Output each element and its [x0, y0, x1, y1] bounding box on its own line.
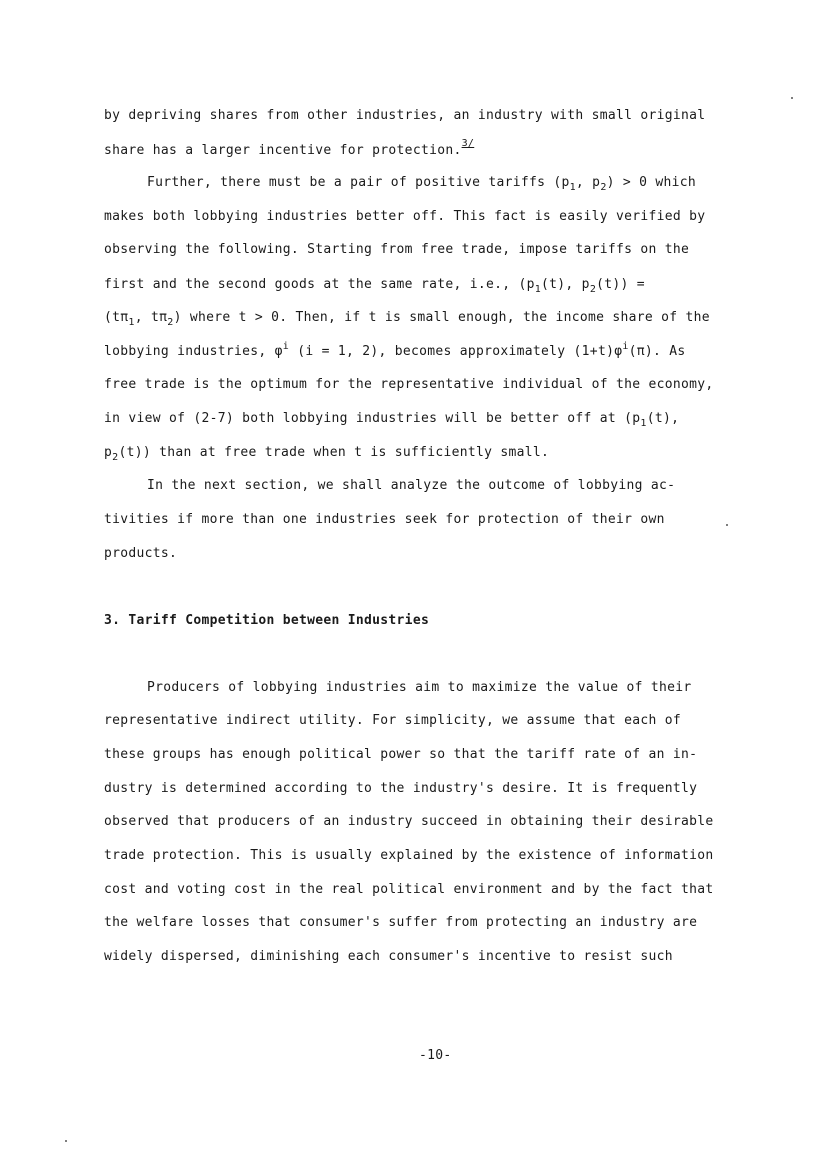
text-segment: , tπ	[134, 310, 168, 325]
p2-line5	[104, 310, 710, 326]
superscript: i	[622, 341, 629, 352]
text-segment: (i = 1, 2), becomes approximately (1+t)φ	[289, 344, 623, 359]
text-segment: (t),	[646, 411, 680, 426]
p4-line7: cost and voting cost in the real political environment and by the fact that	[104, 882, 714, 897]
text-segment: p	[104, 445, 113, 460]
p2-line7: free trade is the optimum for the representative individual of the economy,	[104, 377, 714, 392]
p3-line3: products.	[104, 546, 178, 561]
subscript: 2	[600, 182, 607, 193]
p3-line1: In the next section, we shall analyze the outcome of lobbying ac-	[147, 478, 676, 493]
p4-line3: these groups has enough political power so that the tariff rate of an in-	[104, 747, 698, 762]
text-segment: (t), p	[541, 277, 590, 292]
scan-speck	[726, 524, 728, 526]
p2-line6	[104, 341, 686, 360]
subscript: 1	[640, 418, 647, 429]
p4-line1: Producers of lobbying industries aim to maximize the value of their	[147, 680, 692, 695]
p3-line2: tivities if more than one industries seek for protection of their own	[104, 512, 665, 527]
p4-line8: the welfare losses that consumer's suffer from protecting an industry are	[104, 915, 698, 930]
subscript: 2	[167, 317, 174, 328]
section-heading: 3. Tariff Competition between Industries	[104, 613, 430, 628]
subscript: 2	[589, 284, 597, 295]
p2-line4	[104, 277, 645, 293]
scan-speck	[791, 97, 793, 99]
p4-line5: observed that producers of an industry succeed in obtaining their desirable	[104, 814, 714, 829]
p1-line2	[104, 138, 475, 159]
subscript: 1	[128, 317, 135, 328]
superscript: i	[282, 341, 290, 352]
p2-line3: observing the following. Starting from free trade, impose tariffs on the	[104, 242, 690, 257]
p2-line1	[147, 175, 696, 191]
text-segment: in view of (2-7) both lobbying industries will be better off at (p	[104, 411, 641, 426]
text-segment: (π). As	[628, 344, 686, 359]
text-segment: ) > 0 which	[606, 175, 697, 190]
text-segment: (t)) than at free trade when t is sufficiently small.	[118, 445, 550, 460]
scan-speck	[65, 1140, 67, 1142]
p2-line8	[104, 411, 679, 427]
p4-line2: representative indirect utility. For simplicity, we assume that each of	[104, 713, 681, 728]
p2-line9	[104, 445, 549, 461]
text-segment: first and the second goods at the same rate, i.e., (p	[104, 277, 535, 292]
text-segment: Further, there must be a pair of positive tariffs (p	[147, 175, 570, 190]
subscript: 1	[569, 182, 576, 193]
p4-line4: dustry is determined according to the industry's desire. It is frequently	[104, 781, 698, 796]
p4-line6: trade protection. This is usually explained by the existence of information	[104, 848, 714, 863]
text-segment: ) where t > 0. Then, if t is small enough, the income share of the	[173, 310, 710, 325]
p4-line9: widely dispersed, diminishing each consumer's incentive to resist such	[104, 949, 673, 964]
subscript: 2	[112, 452, 119, 463]
p1-line2-text: share has a larger incentive for protection.	[104, 143, 462, 158]
text-segment: (t)) =	[596, 277, 645, 292]
footnote-marker: 3/	[461, 138, 475, 149]
text-segment: lobbying industries, φ	[104, 344, 283, 359]
p1-line1: by depriving shares from other industries, an industry with small original	[104, 108, 706, 123]
subscript: 1	[534, 284, 542, 295]
text-segment: , p	[575, 175, 601, 190]
text-segment: (tπ	[104, 310, 129, 325]
page-number: -10-	[419, 1048, 452, 1063]
p2-line2: makes both lobbying industries better off. This fact is easily verified by	[104, 209, 706, 224]
